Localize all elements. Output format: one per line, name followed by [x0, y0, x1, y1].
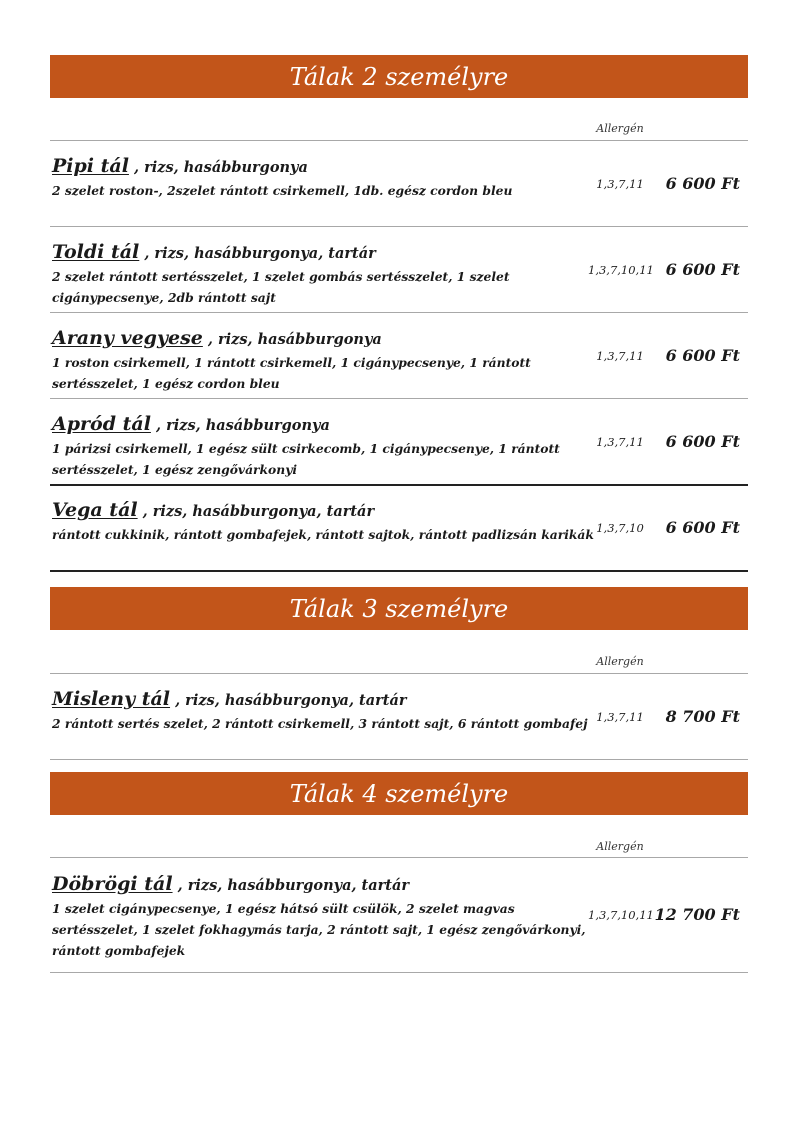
item-name: Misleny tál — [52, 688, 171, 710]
section-banner — [50, 772, 748, 815]
item-allergens: 1,3,7,11 — [596, 349, 644, 363]
divider — [50, 140, 748, 141]
item-allergens: 1,3,7,10,11 — [588, 263, 654, 277]
item-allergens: 1,3,7,11 — [596, 177, 644, 191]
item-name: Pipi tál — [52, 155, 129, 177]
item-name: Vega tál — [52, 499, 138, 521]
section-banner — [50, 587, 748, 630]
item-price: 6 600 Ft — [665, 260, 740, 279]
item-price: 6 600 Ft — [665, 518, 740, 537]
item-description: 1 roston csirkemell, 1 rántott csirkemell, 1 cigánypecsenye, 1 rántott sertésszelet, 1 egész cordon bleu — [52, 355, 531, 391]
item-price: 6 600 Ft — [665, 346, 740, 365]
item-sides: , rizs, hasábburgonya, tartár — [170, 692, 407, 709]
divider — [50, 857, 748, 858]
section-title: Tálak 2 személyre — [289, 62, 509, 91]
item-price: 12 700 Ft — [654, 905, 740, 924]
item-description: 2 szelet roston-, 2szelet rántott csirkemell, 1db. egész cordon bleu — [52, 183, 513, 198]
item-sides: , rizs, hasábburgonya, tartár — [139, 245, 376, 262]
item-sides: , rizs, hasábburgonya — [202, 331, 382, 348]
item-description: 2 rántott sertés szelet, 2 rántott csirkemell, 3 rántott sajt, 6 rántott gombafej — [52, 716, 588, 731]
divider — [50, 673, 748, 674]
divider — [50, 312, 748, 313]
item-sides: , rizs, hasábburgonya — [128, 159, 308, 176]
item-allergens: 1,3,7,11 — [596, 710, 644, 724]
section-title: Tálak 4 személyre — [289, 779, 509, 808]
divider — [50, 226, 748, 227]
item-sides: , rizs, hasábburgonya, tartár — [137, 503, 375, 520]
item-price: 8 700 Ft — [665, 707, 740, 726]
section-title: Tálak 3 személyre — [289, 594, 509, 623]
item-price: 6 600 Ft — [665, 432, 740, 451]
item-name: Toldi tál — [52, 241, 140, 263]
allergen-column-header: Allergén — [596, 655, 644, 668]
divider — [50, 484, 748, 486]
item-allergens: 1,3,7,11 — [596, 435, 644, 449]
item-name: Döbrögi tál — [52, 873, 173, 895]
section-banner — [50, 55, 748, 98]
item-name: Apród tál — [52, 413, 151, 435]
allergen-column-header: Allergén — [596, 122, 644, 135]
item-description: 1 párizsi csirkemell, 1 egész sült csirkecomb, 1 cigánypecsenye, 1 rántott sertésszelet, 1 egész zengővárkonyi — [52, 441, 560, 477]
divider — [50, 759, 748, 760]
item-allergens: 1,3,7,10,11 — [588, 908, 654, 922]
item-description: rántott cukkinik, rántott gombafejek, rántott sajtok, rántott padlizsán karikák — [52, 527, 594, 542]
divider — [50, 972, 748, 973]
allergen-column-header: Allergén — [596, 840, 644, 853]
item-name: Arany vegyese — [52, 327, 203, 349]
item-allergens: 1,3,7,10 — [596, 521, 644, 535]
divider — [50, 398, 748, 399]
item-sides: , rizs, hasábburgonya — [150, 417, 330, 434]
item-description: 2 szelet rántott sertésszelet, 1 szelet gombás sertésszelet, 1 szelet cigánypecsenye, 2db rántott sajt — [52, 269, 510, 305]
item-sides: , rizs, hasábburgonya, tartár — [172, 877, 410, 894]
item-description: 1 szelet cigánypecsenye, 1 egész hátsó sült csülök, 2 szelet magvas sertésszelet, 1 szelet fokhagymás tarja, 2 rántott sajt, 1 egész zengővárkonyi, rántott gombafejek — [52, 901, 586, 958]
divider — [50, 570, 748, 572]
item-price: 6 600 Ft — [665, 174, 740, 193]
